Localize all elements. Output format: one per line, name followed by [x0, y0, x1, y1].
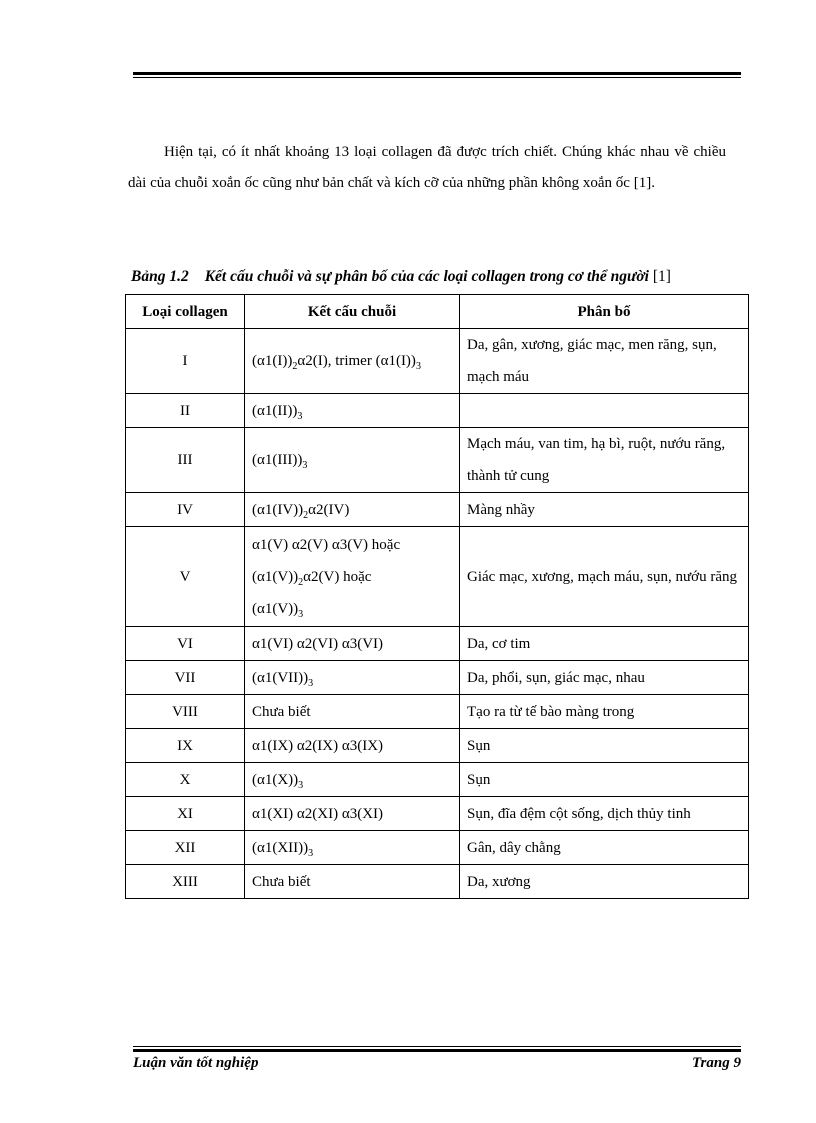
cell-structure: $(\alpha 1(X))_3$ [245, 763, 460, 797]
cell-distribution: Giác mạc, xương, mạch máu, sụn, nướu răng [460, 527, 749, 627]
cell-distribution: Da, gân, xương, giác mạc, men răng, sụn, mạch máu [460, 329, 749, 394]
cell-type: IV [126, 493, 245, 527]
footer-rule [133, 1049, 741, 1052]
cell-distribution: Da, cơ tim [460, 627, 749, 661]
footer-left: Luận văn tốt nghiệp [133, 1055, 259, 1071]
cell-structure: $(\alpha 1(IV))_2\alpha 2(IV)$ [245, 493, 460, 527]
caption-label: Bảng 1.2 [131, 268, 189, 285]
table-row [126, 394, 749, 428]
header-rule [133, 72, 741, 75]
cell-structure: $(\alpha 1(I))_2\alpha 2(I)$, trimer $(\alpha 1(I))_3$ [245, 329, 460, 394]
footer-page-number: Trang 9 [691, 1055, 741, 1071]
table-row [126, 729, 749, 763]
cell-type: I [126, 329, 245, 394]
cell-distribution: Da, xương [460, 865, 749, 899]
cell-type: X [126, 763, 245, 797]
cell-type: VIII [126, 695, 245, 729]
cell-structure: α1(V) α2(V) α3(V) hoặc $(\alpha 1(V))_2\alpha 2(V)$ hoặc $(\alpha 1(V))_3$ [245, 527, 460, 627]
cell-structure: α1(VI) α2(VI) α3(VI) [245, 627, 460, 661]
table-row [126, 865, 749, 899]
cell-structure: α1(IX) α2(IX) α3(IX) [245, 729, 460, 763]
header-structure: Kết cấu chuỗi [245, 295, 460, 329]
table-row [126, 493, 749, 527]
cell-structure: $(\alpha 1(XII))_3$ [245, 831, 460, 865]
cell-distribution: Tạo ra từ tế bào màng trong [460, 695, 749, 729]
cell-type: IX [126, 729, 245, 763]
footer-rule-thin [133, 1046, 741, 1047]
cell-structure: $(\alpha 1(III))_3$ [245, 428, 460, 493]
table-row [126, 329, 749, 394]
header-type: Loại collagen [126, 295, 245, 329]
table-row [126, 831, 749, 865]
cell-type: II [126, 394, 245, 428]
table-row [126, 695, 749, 729]
body-paragraph [128, 137, 726, 199]
collagen-table [125, 294, 749, 899]
cell-structure: $(\alpha 1(II))_3$ [245, 394, 460, 428]
cell-type: VI [126, 627, 245, 661]
header-distribution: Phân bố [460, 295, 749, 329]
caption-ref: [1] [652, 268, 671, 285]
cell-type: XII [126, 831, 245, 865]
table-row [126, 661, 749, 695]
cell-distribution: Sụn, đĩa đệm cột sống, dịch thủy tinh [460, 797, 749, 831]
table-row [126, 763, 749, 797]
cell-type: V [126, 527, 245, 627]
table-caption [131, 268, 671, 286]
cell-distribution: Da, phổi, sụn, giác mạc, nhau [460, 661, 749, 695]
paragraph-text: Hiện tại, có ít nhất khoảng 13 loại collagen đã được trích chiết. Chúng khác nhau về chiều dài của chuỗi xoắn ốc cũng như bản chất và kích cỡ của những phần không xoắn ốc [1]. [128, 144, 726, 191]
cell-structure: α1(XI) α2(XI) α3(XI) [245, 797, 460, 831]
table-row [126, 428, 749, 493]
table-header-row [126, 295, 749, 329]
cell-structure: Chưa biết [245, 865, 460, 899]
table-row [126, 797, 749, 831]
cell-distribution: Màng nhầy [460, 493, 749, 527]
cell-type: III [126, 428, 245, 493]
cell-structure: $(\alpha 1(VII))_3$ [245, 661, 460, 695]
table-row [126, 527, 749, 627]
cell-type: XI [126, 797, 245, 831]
cell-distribution: Sụn [460, 763, 749, 797]
cell-distribution [460, 394, 749, 428]
cell-type: XIII [126, 865, 245, 899]
cell-type: VII [126, 661, 245, 695]
cell-distribution: Gân, dây chằng [460, 831, 749, 865]
cell-structure: Chưa biết [245, 695, 460, 729]
caption-title: Kết cấu chuỗi và sự phân bố của các loại collagen trong cơ thể người [204, 268, 649, 285]
cell-distribution: Sụn [460, 729, 749, 763]
table-row [126, 627, 749, 661]
header-rule-thin [133, 77, 741, 78]
cell-distribution: Mạch máu, van tim, hạ bì, ruột, nướu răng, thành tử cung [460, 428, 749, 493]
